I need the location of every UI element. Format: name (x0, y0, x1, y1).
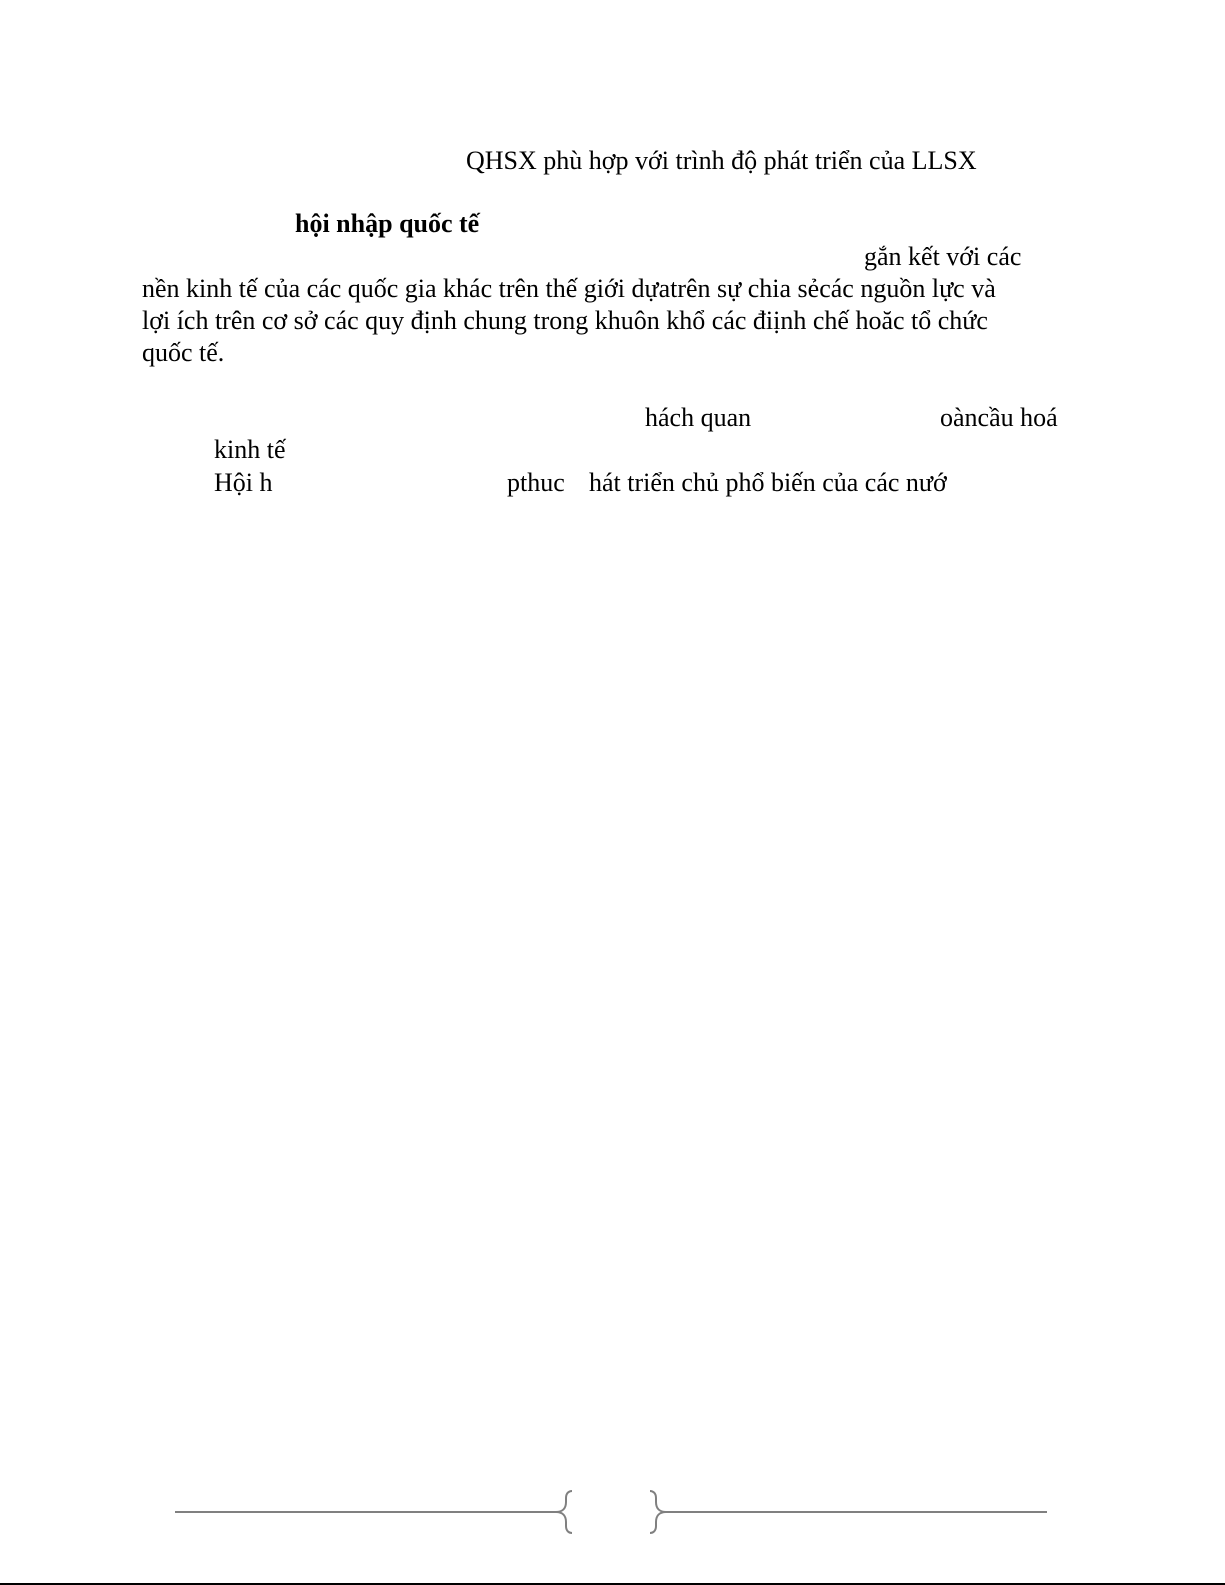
text-line-gan-ket: gắn kết với các (864, 242, 1022, 271)
text-fragment-toan-cau-hoa: oàncầu hoá (940, 403, 1058, 432)
text-line-qhsx: QHSX phù hợp với trình độ phát triển của LLSX (466, 146, 977, 175)
text-fragment-pthuc: pthuc (507, 468, 565, 497)
footer-rule-right (650, 1491, 1047, 1512)
text-line-loi-ich: lợi ích trên cơ sở các quy định chung trong khuôn khổ các điịnh chế hoăc tổ chức (142, 306, 988, 335)
footer-rule-left (175, 1491, 572, 1512)
text-fragment-hoi-h: Hội h (214, 468, 273, 497)
footer-bracket-right (650, 1512, 666, 1533)
text-fragment-phat-trien: hát triển chủ phổ biến của các nướ (589, 468, 947, 497)
text-fragment-khach-quan: hách quan (645, 403, 752, 432)
text-line-nen-kinh-te: nền kinh tế của các quốc gia khác trên thế giới dựatrên sự chia sẻcác nguồn lực và (142, 274, 996, 303)
text-line-quoc-te: quốc tế. (142, 338, 225, 367)
text-fragment-kinh-te: kinh tế (214, 435, 286, 464)
section-heading: hội nhập quốc tế (295, 209, 480, 238)
footer-bracket-left (556, 1512, 572, 1533)
